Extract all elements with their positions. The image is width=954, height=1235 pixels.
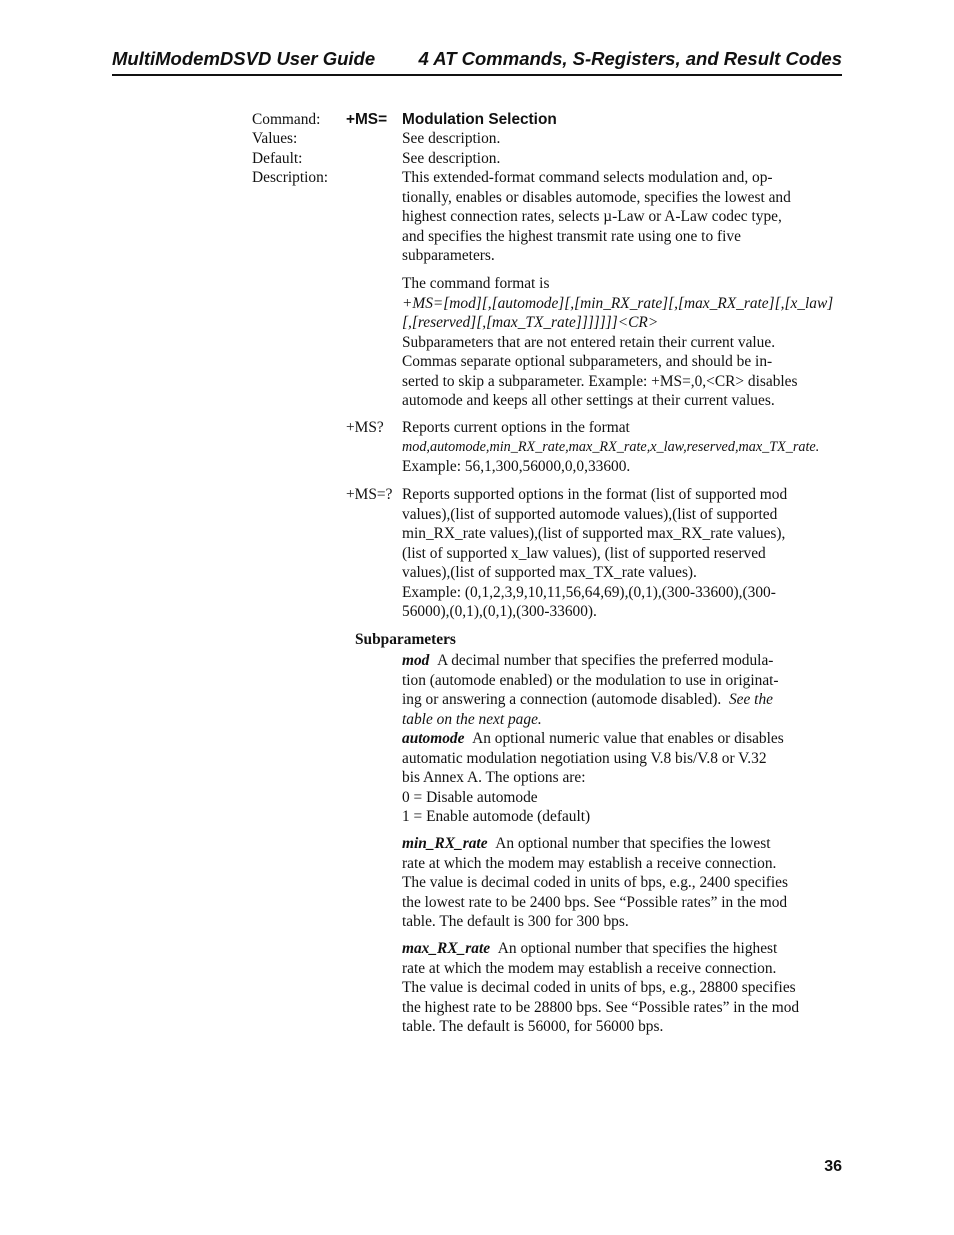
test-line: Example: (0,1,2,3,9,10,11,56,64,69),(0,1),(300-33600),(300-: [402, 583, 776, 601]
subparam-text: The value is decimal coded in units of bps, e.g., 28800 specifies: [402, 979, 796, 996]
subparam-text: 0 = Disable automode: [402, 788, 538, 806]
subparam-text: 1 = Enable automode (default): [402, 808, 591, 825]
label-description: Description:: [252, 169, 329, 186]
test-line: min_RX_rate values),(list of supported max_RX_rate values),: [402, 525, 786, 542]
description-line: highest connection rates, selects µ-Law or A-Law codec type,: [402, 208, 782, 225]
header-guide-title: MultiModemDSVD User Guide: [112, 48, 376, 69]
subparam-term: min_RX_rate: [402, 835, 488, 852]
subparam-text: ing or answering a connection (automode disabled).: [402, 691, 722, 708]
test-line: values),(list of supported max_TX_rate values).: [402, 564, 697, 581]
values-text: See description.: [402, 130, 501, 147]
format-syntax-line: [,[reserved][,[max_TX_rate]]]]]]]<CR>: [402, 314, 659, 331]
retain-line: serted to skip a subparameter. Example: +MS=,0,<CR> disables: [402, 372, 798, 390]
description-line: tionally, enables or disables automode, specifies the lowest and: [402, 188, 791, 206]
subparam-min-rx: [402, 834, 846, 932]
default-text: See description.: [402, 150, 501, 167]
subparam-text: table. The default is 56000, for 56000 bps.: [402, 1018, 664, 1035]
subparam-text: bis Annex A. The options are:: [402, 769, 586, 786]
subparam-mod: [402, 651, 846, 729]
subparam-term: max_RX_rate: [402, 940, 491, 957]
format-syntax-line: +MS=[mod][,[automode][,[min_RX_rate][,[max_RX_rate][,[x_law]: [402, 294, 834, 312]
command-code: +MS=: [346, 111, 388, 128]
subparam-text: rate at which the modem may establish a receive connection.: [402, 854, 777, 872]
test-line: 56000),(0,1),(0,1),(300-33600).: [402, 603, 597, 620]
format-paragraph: [402, 274, 846, 411]
subparam-text: An optional numeric value that enables or disables: [472, 730, 784, 747]
test-code: +MS=?: [346, 486, 393, 503]
subparam-automode: [402, 729, 846, 827]
label-default: Default:: [252, 150, 303, 167]
format-intro: The command format is: [402, 275, 550, 292]
command-name: Modulation Selection: [402, 111, 557, 128]
description-line: and specifies the highest transmit rate using one to five: [402, 227, 741, 245]
label-command: Command:: [252, 111, 321, 128]
query-line: Reports current options in the format: [402, 419, 630, 436]
query-paragraph: [402, 418, 846, 477]
page-number: 36: [824, 1158, 842, 1175]
description-line: subparameters.: [402, 247, 495, 264]
header-chapter-title: 4 AT Commands, S-Registers, and Result Codes: [418, 48, 842, 69]
query-example: Example: 56,1,300,56000,0,0,33600.: [402, 458, 631, 475]
subparam-text: table on the next page.: [402, 710, 542, 728]
test-line: (list of supported x_law values), (list of supported reserved: [402, 544, 766, 562]
subparam-text: the highest rate to be 28800 bps. See “Possible rates” in the mod: [402, 998, 800, 1016]
subparam-text: tion (automode enabled) or the modulation to use in originat-: [402, 671, 779, 689]
description-paragraph: [402, 168, 846, 266]
subparam-text: table. The default is 300 for 300 bps.: [402, 913, 629, 930]
page-header: [112, 48, 842, 76]
retain-line: automode and keeps all other settings at their current values.: [402, 392, 775, 409]
subparam-text: An optional number that specifies the lowest: [495, 835, 771, 852]
subparam-max-rx: [402, 939, 846, 1037]
retain-line: Subparameters that are not entered retain their current value.: [402, 333, 776, 351]
query-code: +MS?: [346, 419, 384, 436]
header-rule: [112, 74, 842, 76]
subparam-text: A decimal number that specifies the preferred modula-: [437, 652, 774, 669]
subparam-text: automatic modulation negotiation using V.8 bis/V.8 or V.32: [402, 749, 767, 767]
subparam-term: mod: [402, 652, 430, 669]
label-values: Values:: [252, 130, 298, 147]
subparameters-heading: Subparameters: [355, 631, 456, 648]
subparam-text: The value is decimal coded in units of bps, e.g., 2400 specifies: [402, 874, 788, 891]
subparam-text: the lowest rate to be 2400 bps. See “Possible rates” in the mod: [402, 893, 788, 911]
subparam-text: An optional number that specifies the highest: [497, 940, 778, 957]
test-line: values),(list of supported automode values),(list of supported: [402, 505, 778, 523]
description-line: This extended-format command selects modulation and, op-: [402, 169, 773, 186]
test-line: Reports supported options in the format (list of supported mod: [402, 486, 788, 503]
retain-line: Commas separate optional subparameters, and should be in-: [402, 353, 773, 370]
test-paragraph: [402, 485, 846, 622]
subparam-term: automode: [402, 730, 465, 747]
subparam-see-ref: See the: [728, 691, 773, 708]
query-format-line: mod,automode,min_RX_rate,max_RX_rate,x_law,reserved,max_TX_rate.: [402, 438, 820, 455]
subparam-text: rate at which the modem may establish a receive connection.: [402, 959, 777, 977]
